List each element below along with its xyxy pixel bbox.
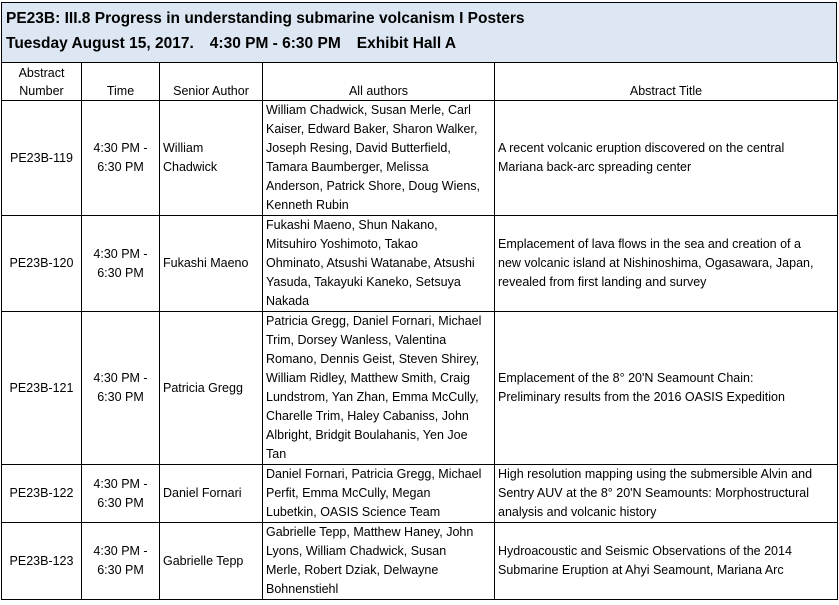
- author-line: Kaiser, Edward Baker, Sharon Walker,: [266, 122, 478, 136]
- time-cell: [82, 465, 160, 523]
- title-line: High resolution mapping using the submersible Alvin and: [498, 467, 813, 481]
- time-cell: [82, 312, 160, 465]
- header-abstract-title: Abstract Title: [495, 63, 838, 101]
- author-line: Lyons, William Chadwick, Susan: [266, 544, 447, 558]
- author-line: Albright, Bridgit Boulahanis, Yen Joe: [266, 428, 468, 442]
- time-start: 4:30 PM -: [93, 544, 148, 558]
- author-line: Joseph Resing, David Butterfield,: [266, 141, 451, 155]
- document: [1, 2, 837, 600]
- header-abstract-number: Abstract Number: [2, 63, 82, 101]
- time-end: 6:30 PM: [97, 495, 144, 510]
- author-line: Ohminato, Atsushi Watanabe, Atsushi: [266, 256, 475, 270]
- author-line: Lundstrom, Yan Zhan, Emma McCully,: [266, 390, 479, 404]
- table-row: [2, 101, 838, 216]
- header-all-authors: All authors: [263, 63, 495, 101]
- title-line: Emplacement of the 8° 20'N Seamount Chain:: [498, 371, 754, 385]
- table-row: [2, 523, 838, 600]
- senior-author: Daniel Fornari: [163, 486, 242, 500]
- author-line: Bohnenstiehl: [266, 582, 339, 596]
- abstract-number-cell: [2, 523, 82, 600]
- author-line: Tamara Baumberger, Melissa: [266, 160, 429, 174]
- senior-author: William Chadwick: [163, 141, 218, 174]
- title-line: A recent volcanic eruption discovered on the central: [498, 141, 785, 155]
- title-line: Emplacement of lava flows in the sea and creation of a: [498, 237, 801, 251]
- author-line: Fukashi Maeno, Shun Nakano,: [266, 218, 438, 232]
- all-authors-cell: [263, 465, 495, 523]
- session-title: PE23B: III.8 Progress in understanding submarine volcanism I Posters: [6, 10, 525, 27]
- senior-author-cell: [160, 465, 263, 523]
- author-line: William Ridley, Matthew Smith, Craig: [266, 371, 470, 385]
- all-authors-cell: [263, 216, 495, 312]
- abstract-number-cell: [2, 465, 82, 523]
- abstract-number: PE23B-121: [9, 380, 74, 395]
- abstract-title-cell: [495, 465, 838, 523]
- author-line: Tan: [266, 447, 287, 461]
- table-row: [2, 216, 838, 312]
- time-start: 4:30 PM -: [93, 476, 148, 491]
- table-row: [2, 465, 838, 523]
- header-time: Time: [82, 63, 160, 101]
- senior-author-cell: [160, 216, 263, 312]
- abstract-number: PE23B-120: [9, 256, 74, 270]
- title-line: new volcanic island at Nishinoshima, Ogasawara, Japan,: [498, 256, 814, 270]
- abstract-number-cell: [2, 312, 82, 465]
- all-authors-cell: [263, 312, 495, 465]
- abstract-number-cell: [2, 101, 82, 216]
- author-line: Merle, Robert Dziak, Delwayne: [266, 563, 439, 577]
- author-line: Daniel Fornari, Patricia Gregg, Michael: [266, 467, 482, 481]
- author-line: Romano, Dennis Geist, Steven Shirey,: [266, 352, 480, 366]
- header-row: [2, 63, 838, 101]
- author-line: Gabrielle Tepp, Matthew Haney, John: [266, 525, 474, 539]
- abstract-number-cell: [2, 216, 82, 312]
- abstract-title-cell: [495, 216, 838, 312]
- author-line: Anderson, Patrick Shore, Doug Wiens,: [266, 179, 480, 193]
- author-line: Patricia Gregg, Daniel Fornari, Michael: [266, 314, 482, 328]
- session-schedule: [6, 31, 832, 56]
- abstract-title-cell: [495, 523, 838, 600]
- author-line: Kenneth Rubin: [266, 198, 349, 212]
- title-line: revealed from first landing and survey: [498, 275, 707, 289]
- time-start: 4:30 PM -: [93, 246, 148, 261]
- time-end: 6:30 PM: [97, 265, 144, 280]
- author-line: Charelle Trim, Haley Cabaniss, John: [266, 409, 469, 423]
- session-time: 4:30 PM - 6:30 PM: [209, 35, 341, 52]
- senior-author-cell: [160, 312, 263, 465]
- abstract-number: PE23B-122: [9, 486, 74, 500]
- time-cell: [82, 523, 160, 600]
- title-line: Sentry AUV at the 8° 20'N Seamounts: Morphostructural: [498, 486, 810, 500]
- author-line: Perfit, Emma McCully, Megan: [266, 486, 431, 500]
- author-line: Lubetkin, OASIS Science Team: [266, 505, 441, 519]
- time-cell: [82, 216, 160, 312]
- time-cell: [82, 101, 160, 216]
- author-line: William Chadwick, Susan Merle, Carl: [266, 103, 471, 117]
- senior-author-cell: [160, 101, 263, 216]
- title-line: analysis and volcanic history: [498, 505, 657, 519]
- senior-author: Fukashi Maeno: [163, 256, 249, 270]
- title-line: Preliminary results from the 2016 OASIS Expedition: [498, 390, 785, 404]
- time-start: 4:30 PM -: [93, 141, 148, 155]
- author-line: Mitsuhiro Yoshimoto, Takao: [266, 237, 418, 251]
- time-end: 6:30 PM: [97, 563, 144, 577]
- author-line: Trim, Dorsey Wanless, Valentina: [266, 333, 447, 347]
- abstract-number: PE23B-119: [9, 150, 73, 165]
- all-authors-cell: [263, 523, 495, 600]
- time-end: 6:30 PM: [97, 160, 144, 174]
- session-date: Tuesday August 15, 2017.: [6, 35, 194, 52]
- author-line: Nakada: [266, 294, 310, 308]
- abstract-title-cell: [495, 312, 838, 465]
- session-header: [1, 2, 837, 62]
- author-line: Yasuda, Takayuki Kaneko, Setsuya: [266, 275, 461, 289]
- title-line: Hydroacoustic and Seismic Observations of the 2014: [498, 544, 792, 558]
- abstract-title-cell: [495, 101, 838, 216]
- time-end: 6:30 PM: [97, 390, 144, 404]
- header-senior-author: Senior Author: [160, 63, 263, 101]
- time-start: 4:30 PM -: [93, 371, 148, 385]
- poster-table: [1, 62, 838, 600]
- abstract-number: PE23B-123: [9, 553, 74, 568]
- senior-author-cell: [160, 523, 263, 600]
- title-line: Mariana back-arc spreading center: [498, 160, 692, 174]
- title-line: Submarine Eruption at Ahyi Seamount, Mariana Arc: [498, 563, 784, 577]
- senior-author: Patricia Gregg: [163, 380, 243, 395]
- session-location: Exhibit Hall A: [356, 35, 457, 52]
- all-authors-cell: [263, 101, 495, 216]
- table-row: [2, 312, 838, 465]
- senior-author: Gabrielle Tepp: [163, 553, 244, 568]
